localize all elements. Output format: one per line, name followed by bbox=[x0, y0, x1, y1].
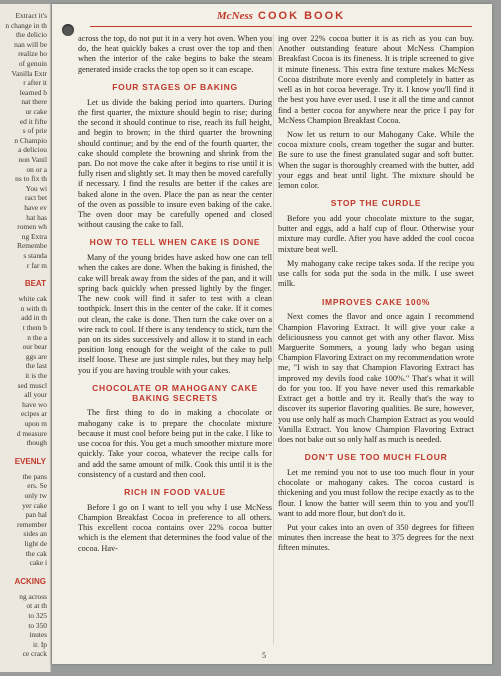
prev-page-line: n change in th bbox=[5, 20, 47, 30]
prev-page-line: r after it bbox=[23, 78, 47, 88]
prev-page-line: cake i bbox=[29, 558, 47, 568]
right-column bbox=[278, 34, 474, 648]
section-heading: IMPROVES CAKE 100% bbox=[321, 296, 431, 307]
page-header bbox=[90, 10, 472, 27]
header-brand: McNess bbox=[216, 10, 253, 22]
prev-page-line: only tw bbox=[24, 491, 47, 500]
prev-page-line: inutes bbox=[29, 630, 47, 640]
prev-page-line: the cak bbox=[25, 548, 47, 558]
prev-page-line: s of prie bbox=[22, 126, 47, 136]
paragraph: across the top, do not put it in a very hot oven. When you do, the heat quickly bakes a crust over the top and then when the interior of the cake begins to bake the steam generated inside cracks the top open so it can escape. bbox=[78, 34, 272, 74]
prev-page-line: d measure bbox=[16, 428, 47, 438]
prev-page-line: white cak bbox=[18, 294, 47, 304]
prev-page-line: ng across bbox=[19, 591, 47, 601]
paragraph: Let us divide the baking period into quarters. During the first quarter, the mixture should begin to rise; during the second it should continue to rise, reach its full height, and begin to brown; in the third quarter the browning should continue; and by the end of the fourth quarter, the cake should complete the browning and shrink from the pan. Do not move the cake after it begins to rise until it is fully risen and slightly set. It may then be moved carefully if necessary. I find the results are better if the cakes are baked alone in the oven. Place the pan as near the center of the oven as possible to insure even baking of the cake. The oven door may be carefully opened and closed without causing the cake to fall. bbox=[78, 97, 272, 230]
prev-page-line: a deliciou bbox=[18, 145, 47, 155]
left-column bbox=[78, 34, 272, 648]
prev-page-line: of genuin bbox=[18, 59, 47, 68]
prev-page-line: learned b bbox=[19, 87, 47, 97]
section-heading: DON'T USE TOO MUCH FLOUR bbox=[304, 452, 448, 463]
header-title: COOK BOOK bbox=[258, 10, 346, 22]
paragraph: Let me remind you not to use too much flour in your chocolate or mahogany cakes. The cocoa custard is thickening and you must follow the recipe exactly as to the flour. I know the batter will seem thin to you and you'll want to add more flour, but don't do it. bbox=[278, 467, 474, 518]
prev-page-line: s standa bbox=[23, 251, 47, 260]
paragraph: Before I go on I want to tell you why I use McNess Champion Breakfast Cocoa in preference to all others. This excellent cocoa contains over 22% cocoa butter which is the element that determines the food value of the cocoa. Hav- bbox=[78, 502, 272, 553]
paragraph: ing over 22% cocoa butter it is as rich as you can buy. Another outstanding feature about McNess Champion Breakfast Cocoa is its fineness. It is triple screened to give it minute fineness. This extra fine texture makes McNess Cocoa distribute more evenly and completely in batter as well as in hot cocoa beverage. Try it. I know you'll find it the best you have ever used. I use it all the time and cannot find a better cocoa for anywhere near the price I pay for McNess Champion Breakfast Cocoa. bbox=[278, 34, 474, 125]
prev-page-line: our bear bbox=[22, 342, 47, 352]
prev-page-line: ecipes ar bbox=[20, 409, 47, 419]
prev-page-line: n with th bbox=[20, 303, 47, 313]
prev-page-line: on or a bbox=[26, 164, 47, 174]
prev-page-line: ract bet bbox=[25, 193, 47, 203]
prev-page-line: romen wh bbox=[17, 222, 47, 232]
prev-page-line: ce crack bbox=[22, 649, 47, 659]
prev-page-line: yer cake bbox=[22, 500, 47, 510]
prev-page-line: have wo bbox=[22, 399, 47, 409]
prev-page-line: sed muscl bbox=[17, 380, 47, 390]
prev-page-line: the last bbox=[25, 361, 47, 371]
prev-page-line: it is the bbox=[25, 371, 47, 380]
cookbook-page bbox=[52, 4, 492, 664]
column-divider bbox=[273, 34, 274, 644]
prev-page-line: though bbox=[26, 438, 47, 448]
paragraph: The first thing to do in making a chocolate or mahogany cake is to prepare the chocolate mixture because it must cool before being put in the cake. I like to use cocoa for this. You get a much smoother mixture more quickly. Take your cocoa, whatever the recipe calls for and add the same amount of milk. Cook this until it is the consistency of a custard and then cool. bbox=[78, 408, 272, 479]
prev-page-line: to 325 bbox=[28, 611, 47, 620]
section-heading: FOUR STAGES OF BAKING bbox=[112, 81, 238, 92]
prev-page-line: light de bbox=[24, 539, 47, 548]
previous-page-edge bbox=[0, 4, 51, 672]
prev-page-line: hat has bbox=[26, 212, 47, 222]
section-heading: CHOCOLATE OR MAHOGANY CAKE BAKING SECRETS bbox=[92, 382, 258, 403]
prev-page-line: nat there bbox=[21, 97, 47, 107]
prev-page-heading: ACKING bbox=[14, 576, 46, 586]
prev-page-line: r far m bbox=[26, 260, 47, 270]
prev-page-heading: EVENLY bbox=[14, 456, 46, 466]
section-heading: HOW TO TELL WHEN CAKE IS DONE bbox=[89, 237, 261, 248]
prev-page-line: n Champio bbox=[14, 135, 47, 145]
prev-page-line: the delicio bbox=[16, 30, 47, 40]
prev-page-line: ir. Ip bbox=[33, 639, 47, 649]
paragraph: Now let us return to our Mahogany Cake. While the cocoa mixture cools, cream together the sugar and butter. Be sure to use the finest granulated sugar and soft butter. When the sugar is thoroughly creamed with the butter, add your eggs and beat until light. The mixture should be lemon color. bbox=[278, 129, 474, 191]
section-heading: RICH IN FOOD VALUE bbox=[124, 486, 226, 497]
prev-page-line: have ev bbox=[24, 203, 47, 212]
prev-page-line: ers. Se bbox=[27, 481, 47, 491]
prev-page-line: ggs are bbox=[25, 351, 47, 361]
prev-page-line: Extract it's bbox=[15, 11, 47, 20]
prev-page-line: pan hal bbox=[25, 510, 47, 520]
prev-page-line: add in th bbox=[21, 313, 47, 323]
prev-page-line: ur cake bbox=[25, 107, 47, 116]
prev-page-line: t them b bbox=[22, 323, 47, 332]
prev-page-line: ed it fifte bbox=[19, 116, 47, 126]
prev-page-line: the pans bbox=[22, 471, 47, 481]
binder-hole bbox=[62, 24, 74, 36]
prev-page-line: all your bbox=[24, 390, 47, 400]
prev-page-line: non Vanil bbox=[18, 155, 47, 164]
paragraph: Next comes the flavor and once again I recommend Champion Flavoring Extract. It will give your cake a deliciousness you cannot get with any other flavor. Miss Marguerite Sommers, a young lady who began using Champion Flavoring Extract on my recommendation wrote me, "I wish to say that Champion Flavoring Extract has improved my devils food cake 100%." That's what it will do for you too. If you have never used this remarkable Extract get a bottle and try it. Really that's the way to discover its superior flavoring qualities. Be sure, however, you use only half as much Champion Extract as you would Vanilla Extract. You know Champion Flavoring Extract does not bake out so only half as much is needed. bbox=[278, 312, 474, 444]
prev-page-line: You wi bbox=[25, 183, 47, 193]
paragraph: Put your cakes into an oven of 350 degrees for fifteen minutes then increase the heat to 375 degrees for the next fifteen minutes. bbox=[278, 523, 474, 553]
prev-page-heading: BEAT bbox=[24, 279, 46, 289]
paragraph: My mahogany cake recipe takes soda. If the recipe you use calls for soda put the soda in the milk. I use sweet milk. bbox=[278, 258, 474, 289]
prev-page-line: Vanilla Extr bbox=[11, 68, 47, 78]
prev-page-line: ot at th bbox=[26, 601, 47, 611]
prev-page-line: upon m bbox=[24, 419, 47, 428]
paragraph: Before you add your chocolate mixture to the sugar, butter and eggs, add a half cup of flour. Otherwise your mixture may curdle. After you have added the cool cocoa mixture beat well. bbox=[278, 214, 474, 254]
section-heading: STOP THE CURDLE bbox=[330, 198, 422, 209]
prev-page-line: n the a bbox=[27, 332, 47, 342]
prev-page-line: realize ho bbox=[18, 49, 47, 59]
prev-page-line: Remembe bbox=[17, 241, 47, 251]
prev-page-line: sides an bbox=[23, 529, 47, 539]
prev-page-line: ng Extra bbox=[21, 231, 47, 241]
prev-page-line: to 350 bbox=[28, 620, 47, 630]
page-number: 5 bbox=[262, 651, 266, 660]
prev-page-line: remember bbox=[17, 519, 47, 529]
prev-page-line: nan will be bbox=[14, 39, 47, 49]
paragraph: Many of the young brides have asked how one can tell when the cakes are done. When the baking is finished, the cake will break away from the sides of the pan, and it will spring back quickly when pressed lightly by the finger. The new cook will find it safer to test with a clean toothpick. Insert this in the center of the cake. If it comes out clean, the cake is done. Then turn the cake over on a wire rack to cool. If there is any tendency to stick, turn the pan on its sides successively and allow it to stand in each position long enough for the weight of the cake to pull itself loose. These are just simple rules, but they may help you if you are having trouble with your cakes. bbox=[78, 253, 272, 375]
prev-page-line: ns to fix th bbox=[15, 174, 47, 184]
